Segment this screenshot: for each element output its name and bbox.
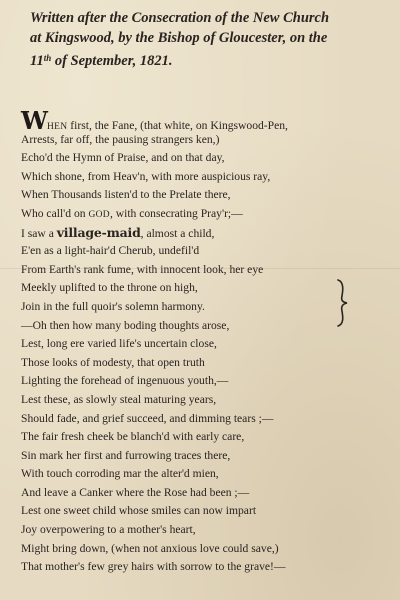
poem-line-7: [21, 224, 391, 243]
poem-line-22: Lest one sweet child whose smiles can now impart: [21, 504, 257, 518]
poem-line-7-before: I saw a: [21, 226, 57, 240]
poem-line-17: Should fade, and grief succeed, and dimming tears ;—: [21, 411, 274, 425]
poem-line-1: [21, 106, 391, 135]
heading-ordinal: th: [43, 53, 52, 63]
poem-line-24: Might bring down, (when not anxious love could save,): [21, 541, 279, 555]
heading-date-rest: of September, 1821.: [51, 53, 173, 69]
poem-line-7-blackletter: village-maid: [56, 224, 141, 240]
poem-line-23: Joy overpowering to a mother's heart,: [21, 523, 196, 537]
poem-heading: [30, 8, 380, 71]
poem-line-21: And leave a Canker where the Rose had been ;—: [21, 485, 250, 499]
poem-body: [21, 106, 391, 577]
heading-line-2: at Kingswood, by the Bishop of Gloucester, on the: [30, 30, 328, 46]
poem-line-2: Arrests, far off, the pausing strangers ken,): [21, 132, 220, 146]
poem-line-5: When Thousands listen'd to the Prelate there,: [21, 188, 231, 202]
poem-line-11: Join in the full quoir's solemn harmony.: [21, 299, 205, 313]
poem-line-13: Lest, long ere varied life's uncertain close,: [21, 337, 217, 351]
poem-line-15: Lighting the forehead of ingenuous youth,—: [21, 374, 229, 388]
poem-line-7-after: , almost a child,: [140, 226, 215, 240]
heading-line-1: Written after the Consecration of the New Church: [30, 10, 330, 26]
poem-line-6-god: GOD: [88, 209, 110, 220]
heading-line-3: [30, 48, 380, 71]
handwritten-brace-mark: [335, 278, 349, 328]
poem-line-20: With touch corroding mar the alter'd mien,: [21, 467, 219, 481]
poem-line-6-before: Who call'd on: [21, 206, 89, 220]
poem-line-4: Which shone, from Heav'n, with more auspicious ray,: [21, 169, 271, 183]
drop-cap: W: [21, 106, 47, 135]
poem-line-1-caps: HEN: [46, 122, 68, 132]
poem-line-3: Echo'd the Hymn of Praise, and on that day,: [21, 151, 225, 165]
poem-line-6-after: , with consecrating Pray'r;—: [109, 206, 243, 220]
poem-line-14: Those looks of modesty, that open truth: [21, 355, 205, 369]
poem-line-10: Meekly uplifted to the throne on high,: [21, 281, 198, 295]
poem-line-16: Lest these, as slowly steal maturing years,: [21, 392, 217, 406]
poem-line-19: Sin mark her first and furrowing traces there,: [21, 448, 231, 462]
poem-line-25: That mother's few grey hairs with sorrow to the grave!—: [21, 560, 286, 574]
poem-line-12: —Oh then how many boding thoughts arose,: [21, 318, 230, 332]
poem-line-1-text: first, the Fane, (that white, on Kingswood-Pen,: [67, 119, 288, 132]
poem-line-9: From Earth's rank fume, with innocent look, her eye: [21, 262, 264, 276]
poem-line-8: E'en as a light-hair'd Cherub, undefil'd: [21, 244, 200, 258]
poem-line-18: The fair fresh cheek be blanch'd with early care,: [21, 430, 245, 444]
heading-day: 11: [30, 53, 44, 69]
poem-line-6: [21, 205, 391, 224]
